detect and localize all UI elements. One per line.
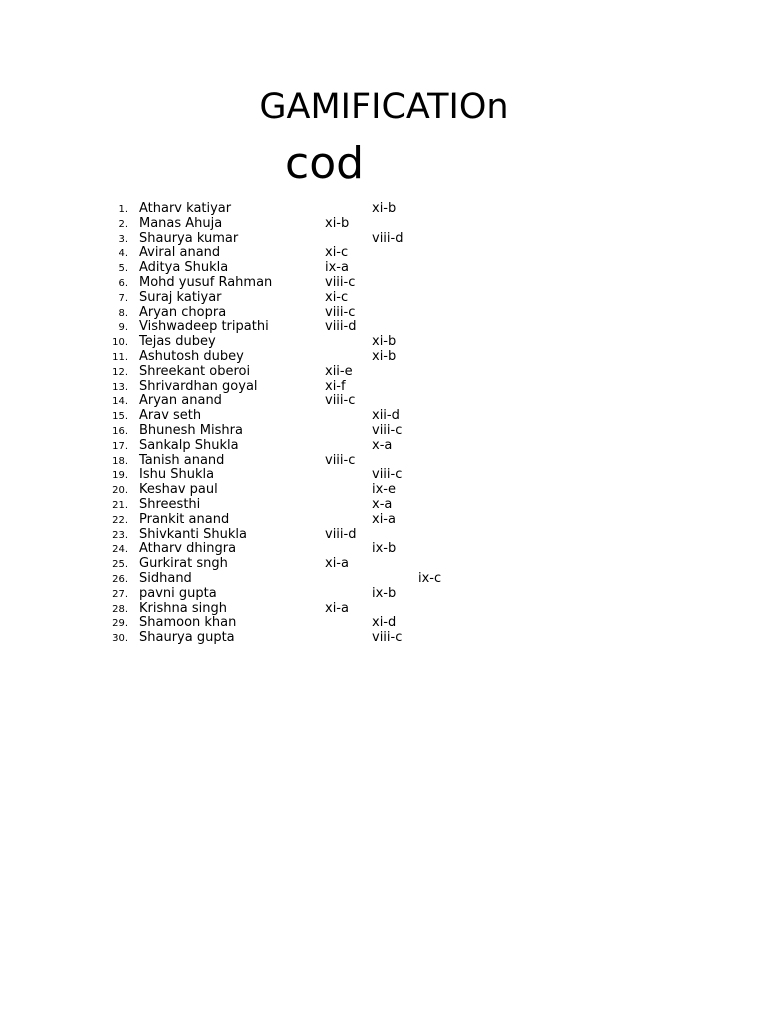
list-item-number: 24. — [112, 544, 128, 556]
student-class: viii-d — [372, 230, 404, 246]
student-name: Tanish anand — [139, 452, 225, 468]
list-item-number: 4. — [118, 248, 128, 260]
student-name: Keshav paul — [139, 482, 218, 498]
student-name: Suraj katiyar — [139, 289, 222, 305]
list-item-number: 28. — [112, 603, 128, 615]
list-item-number: 23. — [112, 529, 128, 541]
list-item-number: 8. — [118, 307, 128, 319]
student-name: Shaurya kumar — [139, 230, 239, 246]
list-item — [0, 438, 768, 453]
participant-list — [0, 201, 768, 645]
student-class: xi-d — [372, 615, 397, 631]
student-class: xii-d — [372, 408, 400, 424]
list-item — [0, 571, 768, 586]
list-item — [0, 349, 768, 364]
list-item — [0, 231, 768, 246]
list-item-number: 15. — [112, 411, 128, 423]
student-class: xi-b — [372, 348, 397, 364]
student-name: Krishna singh — [139, 600, 227, 616]
student-name: Shaurya gupta — [139, 630, 235, 646]
list-item — [0, 393, 768, 408]
list-item — [0, 245, 768, 260]
list-item-number: 25. — [112, 559, 128, 571]
student-name: Manas Ahuja — [139, 215, 223, 231]
list-item — [0, 408, 768, 423]
student-name: Prankit anand — [139, 511, 230, 527]
student-class: xi-b — [325, 215, 350, 231]
student-class: viii-d — [325, 319, 357, 335]
list-item — [0, 305, 768, 320]
list-item — [0, 201, 768, 216]
list-item-number: 10. — [112, 337, 128, 349]
list-item-number: 22. — [112, 514, 128, 526]
student-class: ix-c — [418, 570, 442, 586]
student-class: viii-c — [325, 452, 356, 468]
list-item — [0, 630, 768, 645]
list-item-number: 30. — [112, 633, 128, 645]
list-item — [0, 275, 768, 290]
student-class: ix-e — [372, 482, 396, 498]
list-item-number: 17. — [112, 440, 128, 452]
student-name: Atharv dhingra — [139, 541, 237, 557]
list-item — [0, 453, 768, 468]
list-item-number: 3. — [118, 233, 128, 245]
student-class: xi-b — [372, 201, 397, 216]
list-item-number: 29. — [112, 618, 128, 630]
student-name: Aviral anand — [139, 245, 221, 261]
student-class: x-a — [372, 496, 393, 512]
list-item — [0, 216, 768, 231]
student-name: Aryan anand — [139, 393, 222, 409]
list-item — [0, 319, 768, 334]
student-name: Arav seth — [139, 408, 202, 424]
list-item — [0, 512, 768, 527]
student-name: Mohd yusuf Rahman — [139, 274, 273, 290]
student-name: Aryan chopra — [139, 304, 227, 320]
list-item — [0, 615, 768, 630]
list-item-number: 5. — [118, 263, 128, 275]
student-class: xi-c — [325, 289, 349, 305]
list-item — [0, 379, 768, 394]
student-class: xi-a — [325, 556, 349, 572]
student-class: ix-b — [372, 585, 397, 601]
student-name: Sidhand — [139, 570, 192, 586]
student-class: xi-c — [325, 245, 349, 261]
student-name: Shrivardhan goyal — [139, 378, 258, 394]
list-item-number: 18. — [112, 455, 128, 467]
student-class: xii-e — [325, 363, 353, 379]
list-item-number: 26. — [112, 573, 128, 585]
list-item — [0, 364, 768, 379]
list-item-number: 16. — [112, 425, 128, 437]
student-name: Ashutosh dubey — [139, 348, 244, 364]
list-item — [0, 467, 768, 482]
list-item-number: 11. — [112, 351, 128, 363]
student-class: xi-a — [372, 511, 396, 527]
list-item-number: 12. — [112, 366, 128, 378]
student-class: viii-c — [325, 393, 356, 409]
list-item — [0, 586, 768, 601]
student-class: ix-b — [372, 541, 397, 557]
list-item-number: 6. — [118, 277, 128, 289]
list-item — [0, 541, 768, 556]
student-class: viii-c — [372, 630, 403, 646]
list-item-number: 20. — [112, 485, 128, 497]
student-name: Tejas dubey — [139, 334, 216, 350]
student-name: Shamoon khan — [139, 615, 237, 631]
student-class: xi-a — [325, 600, 349, 616]
list-item-number: 7. — [118, 292, 128, 304]
page-subtitle: cod — [285, 138, 365, 189]
list-item — [0, 290, 768, 305]
student-class: xi-b — [372, 334, 397, 350]
list-item — [0, 556, 768, 571]
student-name: Ishu Shukla — [139, 467, 215, 483]
list-item — [0, 497, 768, 512]
list-item — [0, 334, 768, 349]
student-name: pavni gupta — [139, 585, 217, 601]
student-name: Vishwadeep tripathi — [139, 319, 269, 335]
student-name: Atharv katiyar — [139, 201, 232, 216]
student-name: Shreekant oberoi — [139, 363, 251, 379]
list-item-number: 9. — [118, 322, 128, 334]
list-item — [0, 260, 768, 275]
list-item — [0, 482, 768, 497]
page-title: GAMIFICATIOn — [259, 87, 509, 127]
list-item — [0, 527, 768, 542]
list-item-number: 1. — [118, 204, 128, 215]
student-name: Shivkanti Shukla — [139, 526, 247, 542]
list-item-number: 27. — [112, 588, 128, 600]
list-item-number: 21. — [112, 499, 128, 511]
list-item-number: 19. — [112, 470, 128, 482]
student-class: x-a — [372, 437, 393, 453]
student-class: xi-f — [325, 378, 346, 394]
student-class: viii-c — [372, 422, 403, 438]
student-name: Aditya Shukla — [139, 260, 229, 276]
student-name: Bhunesh Mishra — [139, 422, 243, 438]
list-item — [0, 423, 768, 438]
student-name: Sankalp Shukla — [139, 437, 239, 453]
student-class: viii-c — [372, 467, 403, 483]
student-class: viii-c — [325, 304, 356, 320]
list-item-number: 14. — [112, 396, 128, 408]
student-class: viii-c — [325, 274, 356, 290]
student-name: Shreesthi — [139, 496, 201, 512]
list-item-number: 13. — [112, 381, 128, 393]
student-class: viii-d — [325, 526, 357, 542]
list-item-number: 2. — [118, 218, 128, 230]
student-name: Gurkirat sngh — [139, 556, 228, 572]
student-class: ix-a — [325, 260, 349, 276]
list-item — [0, 601, 768, 616]
